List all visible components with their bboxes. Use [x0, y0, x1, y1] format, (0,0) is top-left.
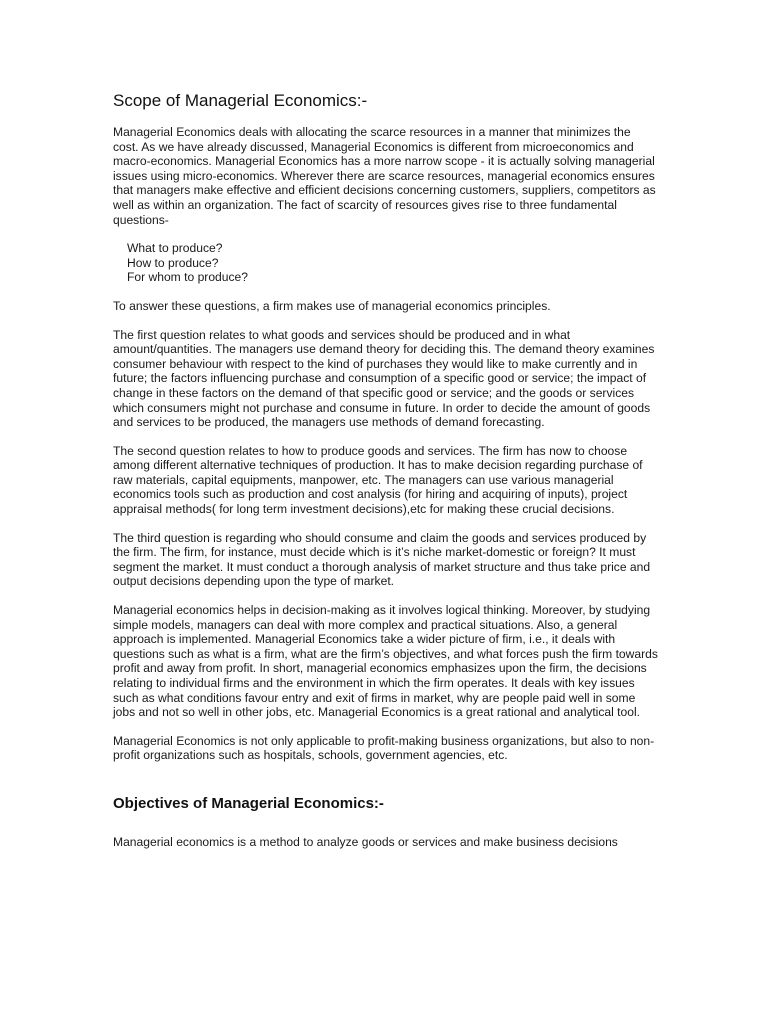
body-paragraph: The first question relates to what goods and services should be produced and in what amount/quantities. The managers use demand theory for deciding this. The demand theory examines consumer behaviour with respect to the kind of purchases they would like to make currently and in future; the factors influencing purchase and consumption of a specific good or service; the impact of change in these factors on the demand of that specific good or service; and the goods or services which consumers might not purchase and consume in future. In order to decide the amount of goods and services to be produced, the managers use methods of demand forecasting. [113, 327, 655, 430]
section-title-scope: Scope of Managerial Economics:- [113, 91, 368, 110]
question-item: How to produce? [127, 255, 219, 270]
question-item: For whom to produce? [127, 270, 248, 285]
document-page [113, 90, 658, 850]
body-paragraph: Managerial Economics is not only applicable to profit-making business organizations, but also to non- profit organizations such as hospitals, schools, government agencies, etc. [113, 733, 655, 763]
objectives-intro-paragraph: Managerial economics is a method to analyze goods or services and make business decisions [113, 834, 618, 849]
question-item: What to produce? [127, 241, 223, 256]
scope-intro-paragraph: Managerial Economics deals with allocating the scarce resources in a manner that minimizes the cost. As we have already discussed, Managerial Economics is different from microeconomics and macro-economics. Managerial Economics has a more narrow scope - it is actually solving managerial issues using micro-economics. Wherever there are scarce resources, managerial economics ensures that managers make effective and efficient decisions concerning customers, suppliers, competitors as well as within an organization. The fact of scarcity of resources gives rise to three fundamental questions- [113, 125, 656, 227]
body-paragraph: To answer these questions, a firm makes use of managerial economics principles. [113, 298, 551, 313]
body-paragraph: The third question is regarding who should consume and claim the goods and services produced by the firm. The firm, for instance, must decide which is it’s niche market-domestic or foreign? It must segment the market. It must conduct a thorough analysis of market structure and thus take price and output decisions depending upon the type of market. [113, 530, 651, 589]
body-paragraph: Managerial economics helps in decision-making as it involves logical thinking. Moreover, by studying simple models, managers can deal with more complex and practical situations. Also, a general approach is implemented. Managerial Economics take a wider picture of firm, i.e., it deals with questions such as what is a firm, what are the firm’s objectives, and what forces push the firm towards profit and away from profit. In short, managerial economics emphasizes upon the firm, the decisions relating to individual firms and the environment in which the firm operates. It deals with key issues such as what conditions favour entry and exit of firms in market, why are people paid well in some jobs and not so well in other jobs, etc. Managerial Economics is a great rational and analytical tool. [113, 603, 658, 720]
section-title-objectives: Objectives of Managerial Economics:- [113, 794, 384, 812]
fundamental-questions-list [113, 241, 658, 285]
body-paragraph: The second question relates to how to produce goods and services. The firm has now to choose among different alternative techniques of production. It has to make decision regarding purchase of raw materials, capital equipments, manpower, etc. The managers can use various managerial economics tools such as production and cost analysis (for hiring and acquiring of inputs), project appraisal methods( for long term investment decisions),etc for making these crucial decisions. [113, 443, 643, 517]
